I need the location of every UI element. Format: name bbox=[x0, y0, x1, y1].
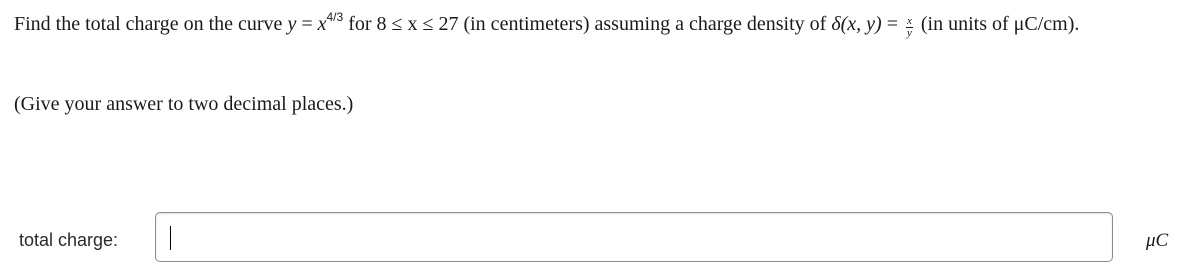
equals-sign-2: = bbox=[881, 13, 903, 35]
density-function: δ(x, y) bbox=[831, 13, 882, 35]
total-charge-input[interactable] bbox=[155, 212, 1113, 262]
domain-range: 8 ≤ x ≤ 27 bbox=[376, 13, 459, 35]
equals-sign: = bbox=[296, 13, 318, 35]
curve-lhs: y bbox=[287, 13, 297, 35]
answer-row bbox=[0, 205, 1181, 265]
problem-intro: Find the total charge on the curve bbox=[14, 13, 283, 35]
text-cursor bbox=[170, 226, 171, 250]
answer-label: total charge: bbox=[19, 230, 119, 250]
units-text: (in units of μC/cm). bbox=[920, 13, 1080, 35]
precision-hint: (Give your answer to two decimal places.) bbox=[14, 93, 354, 115]
fraction-numerator: x bbox=[906, 15, 912, 27]
density-fraction bbox=[906, 16, 913, 39]
problem-statement bbox=[14, 8, 1174, 41]
problem-middle: (in centimeters) assuming a charge density of bbox=[458, 13, 832, 35]
curve-base: x bbox=[317, 13, 327, 35]
fraction-denominator: y bbox=[906, 27, 912, 39]
curve-exponent: 4/3 bbox=[326, 10, 344, 24]
answer-unit: μC bbox=[1146, 230, 1169, 251]
for-text: for bbox=[343, 13, 377, 35]
